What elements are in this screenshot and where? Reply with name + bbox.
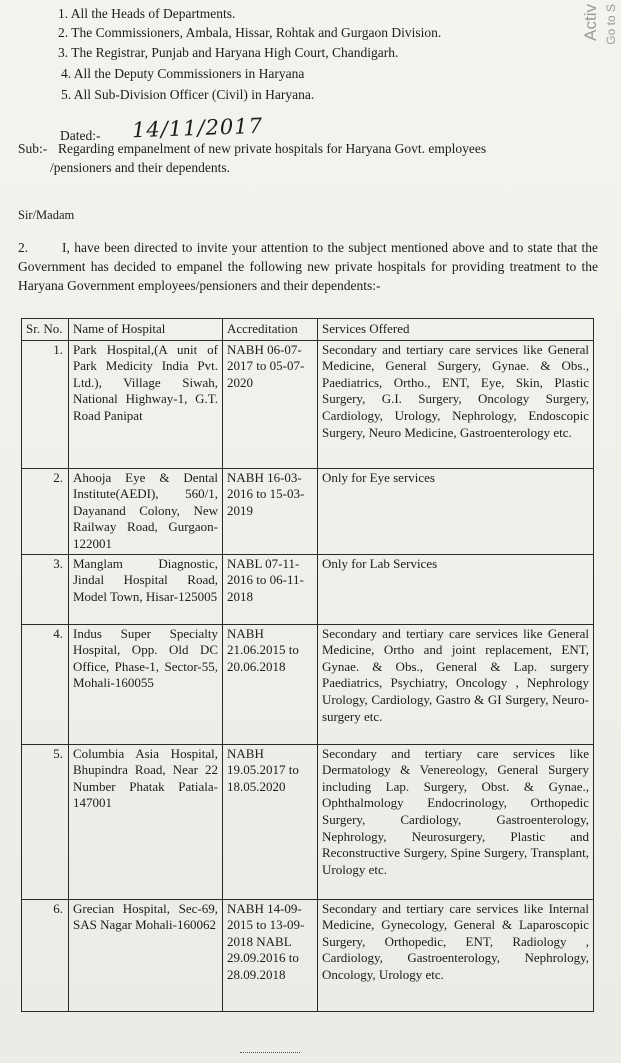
handwritten-date: 14/11/2017 — [131, 113, 264, 143]
table-row — [22, 554, 594, 624]
subject-label: Sub:- — [18, 141, 48, 156]
cell-sr: 1. — [22, 340, 69, 468]
body-paragraph — [18, 238, 598, 295]
cell-hospital-name: Manglam Diagnostic, Jindal Hospital Road, Model Town, Hisar-125005 — [69, 554, 223, 624]
cell-accreditation: NABH 14-09-2015 to 13-09-2018 NABL 29.09.2016 to 28.09.2018 — [223, 899, 318, 1011]
table-header-row — [22, 319, 594, 341]
cell-services: Only for Lab Services — [318, 554, 594, 624]
cell-services: Secondary and tertiary care services like General Medicine, Ortho and joint replacement, ENT, Gynae. & Obs., General & Lap. surgery Paediatrics, Psychiatry, Oncology , Nephrology Urology, Cardiology, Gastro & GI Surgery, Neuro-surgery etc. — [318, 624, 594, 744]
recipient-4: 4. All the Deputy Commissioners in Haryana — [61, 66, 305, 81]
recipient-5: 5. All Sub-Division Officer (Civil) in Haryana. — [61, 87, 315, 102]
cell-accreditation: NABL 07-11-2016 to 06-11-2018 — [223, 554, 318, 624]
cell-hospital-name: Park Hospital,(A unit of Park Medicity India Pvt. Ltd.), Village Siwah, National Highway-1, G.T. Road Panipat — [69, 340, 223, 468]
paragraph-text: I, have been directed to invite your attention to the subject mentioned above and to state that the Government has decided to empanel the following new private hospitals for providing treatment to the Haryana Government employees/pensioners and their dependents:- — [18, 240, 598, 293]
header-services: Services Offered — [318, 319, 594, 341]
hospital-table — [21, 318, 594, 1012]
salutation: Sir/Madam — [18, 208, 75, 222]
subject-line — [18, 139, 598, 177]
header-sr-no: Sr. No. — [22, 319, 69, 341]
table-row — [22, 899, 594, 1011]
cell-services: Secondary and tertiary care services like Internal Medicine, Gynecology, General & Laparoscopic Surgery, Orthopedic, ENT, Radiology , Cardiology, Gastroenterology, Nephrology, Oncology, Urology etc. — [318, 899, 594, 1011]
activation-watermark-sub: Go to S — [604, 4, 618, 45]
subject-text-1: Regarding empanelment of new private hospitals for Haryana Govt. employees — [58, 141, 487, 156]
table-row — [22, 624, 594, 744]
dated-label: Dated:- — [60, 128, 101, 143]
cell-sr: 5. — [22, 744, 69, 899]
cell-accreditation: NABH 21.06.2015 to 20.06.2018 — [223, 624, 318, 744]
cell-hospital-name: Columbia Asia Hospital, Bhupindra Road, Near 22 Number Phatak Patiala-147001 — [69, 744, 223, 899]
activation-watermark: Activ — [581, 4, 600, 41]
table-row — [22, 468, 594, 554]
subject-text-2: /pensioners and their dependents. — [50, 160, 230, 175]
table-row — [22, 340, 594, 468]
cell-accreditation: NABH 19.05.2017 to 18.05.2020 — [223, 744, 318, 899]
paragraph-number: 2. — [18, 240, 29, 255]
cell-services: Secondary and tertiary care services like Dermatology & Venereology, General Surgery including Lap. Surgery, Obst. & Gynae., Ophthalmology Endocrinology, Orthopedic Surgery, Cardiology, Gastroenterology, Nephrology, Neurosurgery, Plastic and Reconstructive Surgery, Spine Surgery, Transplant, Urology etc. — [318, 744, 594, 899]
cell-accreditation: NABH 06-07-2017 to 05-07-2020 — [223, 340, 318, 468]
cell-sr: 2. — [22, 468, 69, 554]
cell-sr: 3. — [22, 554, 69, 624]
cell-hospital-name: Grecian Hospital, Sec-69, SAS Nagar Mohali-160062 — [69, 899, 223, 1011]
cell-sr: 6. — [22, 899, 69, 1011]
cell-hospital-name: Indus Super Specialty Hospital, Opp. Old DC Office, Phase-1, Sector-55, Mohali-160055 — [69, 624, 223, 744]
cell-services: Secondary and tertiary care services like General Medicine, General Surgery, Gynae. & Obs., Paediatrics, Ortho., ENT, Eye, Skin, Plastic Surgery, G.I. Surgery, Oncology Surgery, Cardiology, Urology, Nephrology, Endoscopic Surgery, Neuro Medicine, Gastroenterology etc. — [318, 340, 594, 468]
cell-hospital-name: Ahooja Eye & Dental Institute(AEDI), 560/1, Dayanand Colony, New Railway Road, Gurgaon-122001 — [69, 468, 223, 554]
header-hospital-name: Name of Hospital — [69, 319, 223, 341]
cell-sr: 4. — [22, 624, 69, 744]
page-bottom-mark — [240, 1052, 300, 1053]
cell-services: Only for Eye services — [318, 468, 594, 554]
table-row — [22, 744, 594, 899]
header-accreditation: Accreditation — [223, 319, 318, 341]
recipient-1: 1. All the Heads of Departments. — [58, 6, 236, 21]
cell-accreditation: NABH 16-03-2016 to 15-03-2019 — [223, 468, 318, 554]
recipient-2: 2. The Commissioners, Ambala, Hissar, Rohtak and Gurgaon Division. — [58, 25, 442, 40]
recipient-3: 3. The Registrar, Punjab and Haryana High Court, Chandigarh. — [58, 45, 399, 60]
